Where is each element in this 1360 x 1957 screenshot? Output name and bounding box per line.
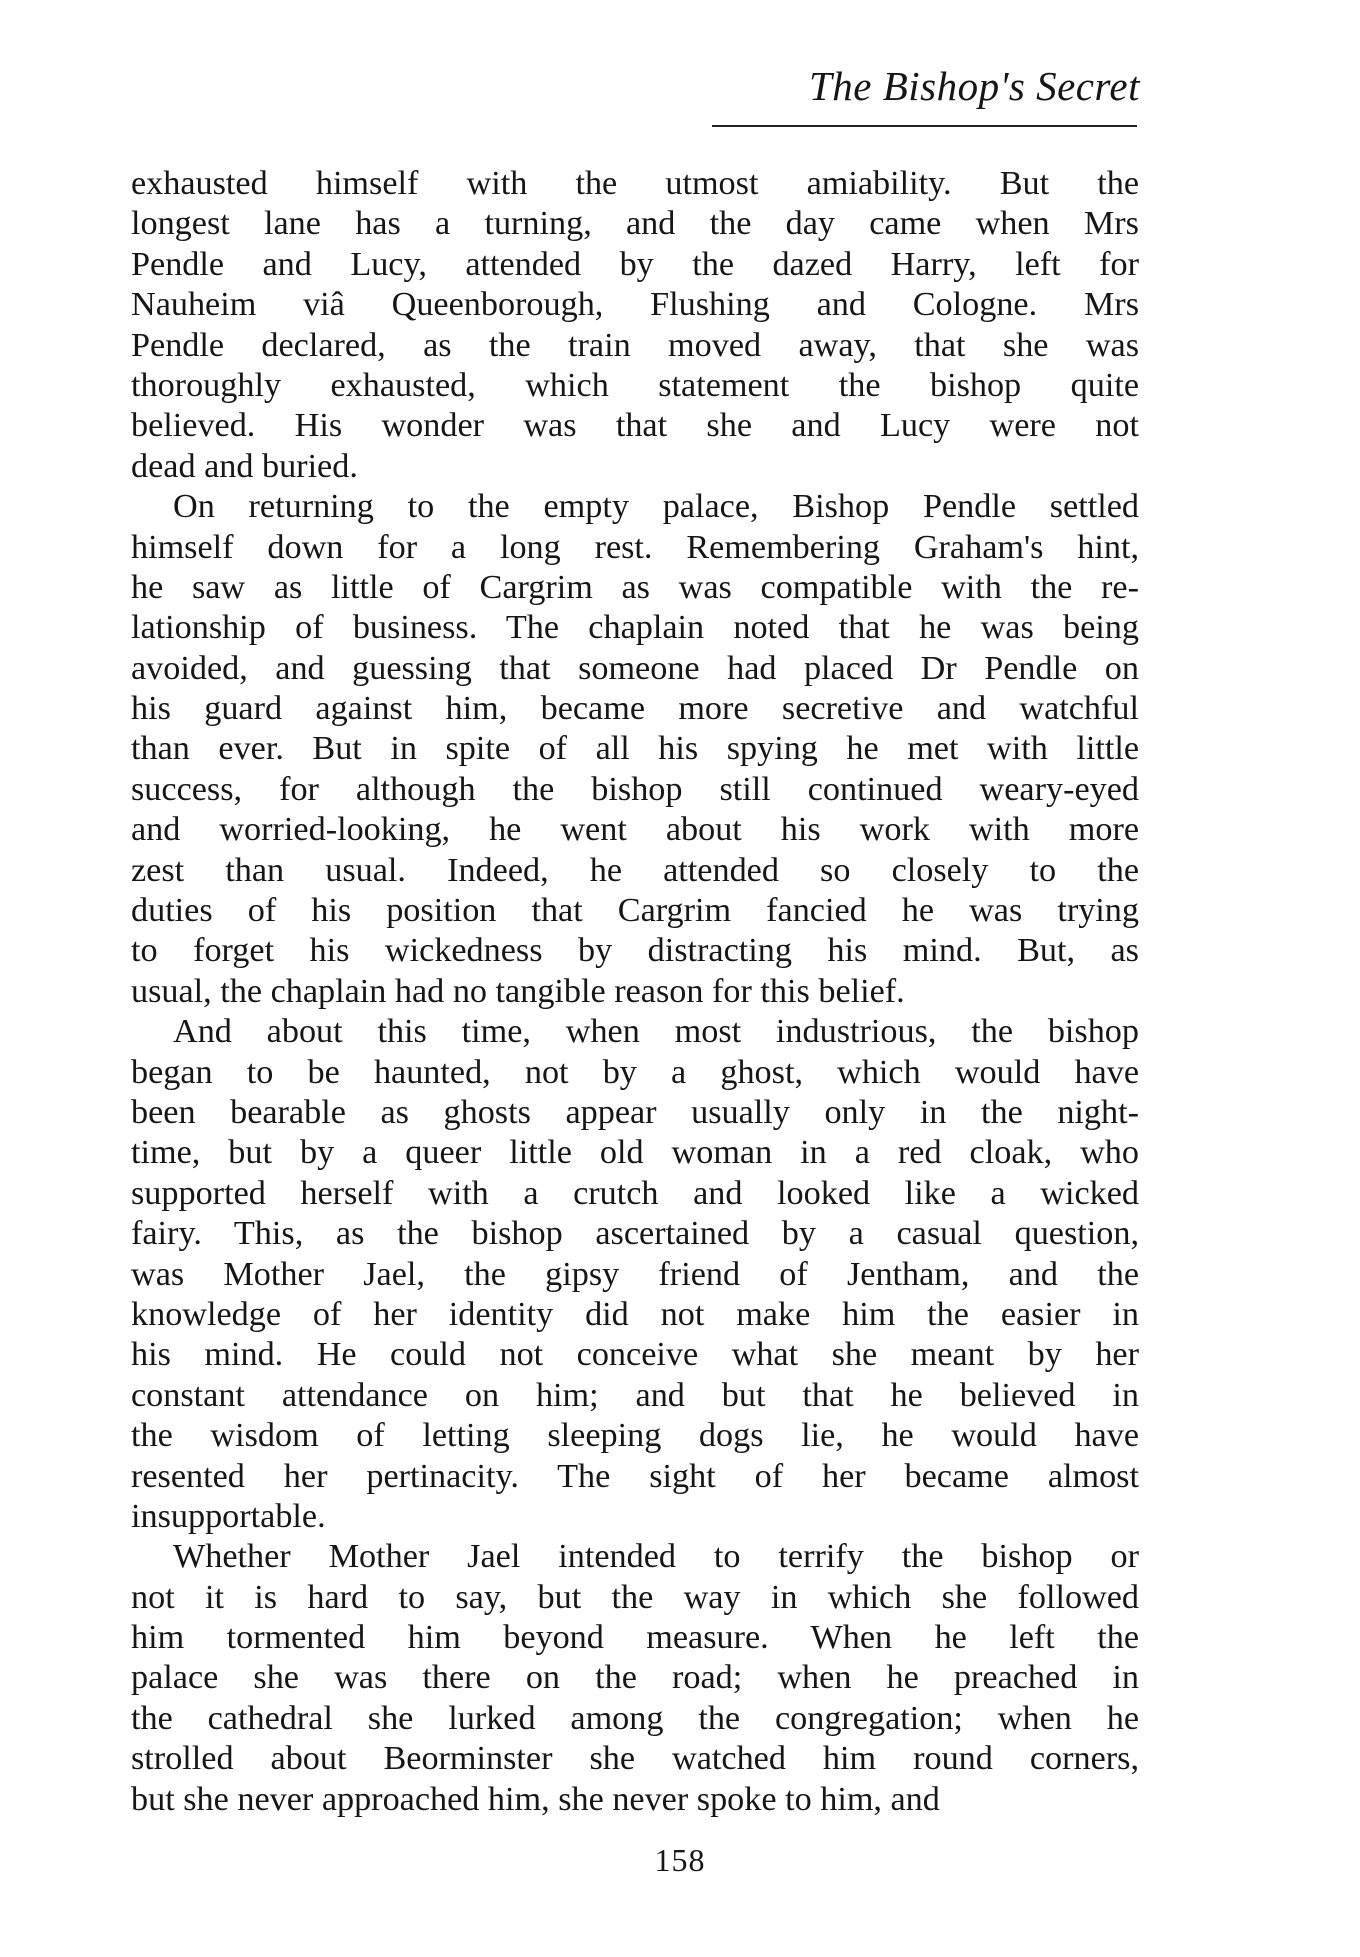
text-line: strolled about Beorminster she watched him round corners, <box>131 1740 1139 1778</box>
text-line: his guard against him, became more secretive and watchful <box>131 690 1139 728</box>
text-line: believed. His wonder was that she and Lucy were not <box>131 407 1139 445</box>
text-line: duties of his position that Cargrim fancied he was trying <box>131 892 1139 930</box>
text-line: constant attendance on him; and but that he believed in <box>131 1376 1139 1414</box>
text-line: supported herself with a crutch and looked like a wicked <box>131 1174 1139 1212</box>
text-line: resented her pertinacity. The sight of her became almost <box>131 1457 1139 1495</box>
text-line: avoided, and guessing that someone had placed Dr Pendle on <box>131 649 1139 687</box>
text-line: palace she was there on the road; when he preached in <box>131 1659 1139 1697</box>
text-line: began to be haunted, not by a ghost, which would have <box>131 1053 1139 1091</box>
text-line: insupportable. <box>131 1497 326 1535</box>
text-line: exhausted himself with the utmost amiability. But the <box>131 165 1139 202</box>
text-line: the wisdom of letting sleeping dogs lie, he would have <box>131 1417 1139 1455</box>
text-line: but she never approached him, she never spoke to him, and <box>131 1780 940 1818</box>
text-line: dead and buried. <box>131 447 358 485</box>
text-line: time, but by a queer little old woman in a red cloak, who <box>131 1134 1139 1172</box>
text-line: longest lane has a turning, and the day came when Mrs <box>131 205 1139 243</box>
text-line: the cathedral she lurked among the congregation; when he <box>131 1699 1139 1737</box>
paragraph <box>131 164 1139 487</box>
text-line: And about this time, when most industrious, the bishop <box>173 1013 1139 1051</box>
text-line: him tormented him beyond measure. When he left the <box>131 1619 1139 1657</box>
paragraph <box>131 1012 1139 1537</box>
text-line: Pendle and Lucy, attended by the dazed Harry, left for <box>131 245 1139 283</box>
text-line: not it is hard to say, but the way in which she followed <box>131 1578 1139 1616</box>
text-line: to forget his wickedness by distracting his mind. But, as <box>131 932 1139 970</box>
text-line: On returning to the empty palace, Bishop Pendle settled <box>173 488 1139 526</box>
body-text <box>131 164 1139 1820</box>
text-line: Whether Mother Jael intended to terrify the bishop or <box>173 1538 1139 1576</box>
running-head: The Bishop's Secret <box>808 63 1140 109</box>
text-line: usual, the chaplain had no tangible reason for this belief. <box>131 972 905 1010</box>
text-line: zest than usual. Indeed, he attended so closely to the <box>131 851 1139 889</box>
text-line: his mind. He could not conceive what she meant by her <box>131 1336 1139 1374</box>
text-line: than ever. But in spite of all his spying he met with little <box>131 730 1139 768</box>
text-line: thoroughly exhausted, which statement the bishop quite <box>131 366 1139 404</box>
text-line: fairy. This, as the bishop ascertained by a casual question, <box>131 1215 1139 1253</box>
paragraph <box>131 1537 1139 1820</box>
text-line: knowledge of her identity did not make him the easier in <box>131 1295 1139 1333</box>
text-line: himself down for a long rest. Remembering Graham's hint, <box>131 528 1139 566</box>
text-line: and worried-looking, he went about his work with more <box>131 811 1139 849</box>
paragraph <box>131 487 1139 1012</box>
text-line: he saw as little of Cargrim as was compatible with the re- <box>131 568 1139 606</box>
header-rule <box>712 125 1137 127</box>
text-line: been bearable as ghosts appear usually only in the night- <box>131 1093 1139 1131</box>
text-line: success, for although the bishop still continued weary-eyed <box>131 770 1139 808</box>
text-line: Pendle declared, as the train moved away, that she was <box>131 326 1139 364</box>
text-line: lationship of business. The chaplain noted that he was being <box>131 609 1139 647</box>
text-line: Nauheim viâ Queenborough, Flushing and Cologne. Mrs <box>131 286 1139 324</box>
page-number: 158 <box>654 1842 706 1878</box>
text-line: was Mother Jael, the gipsy friend of Jentham, and the <box>131 1255 1139 1293</box>
